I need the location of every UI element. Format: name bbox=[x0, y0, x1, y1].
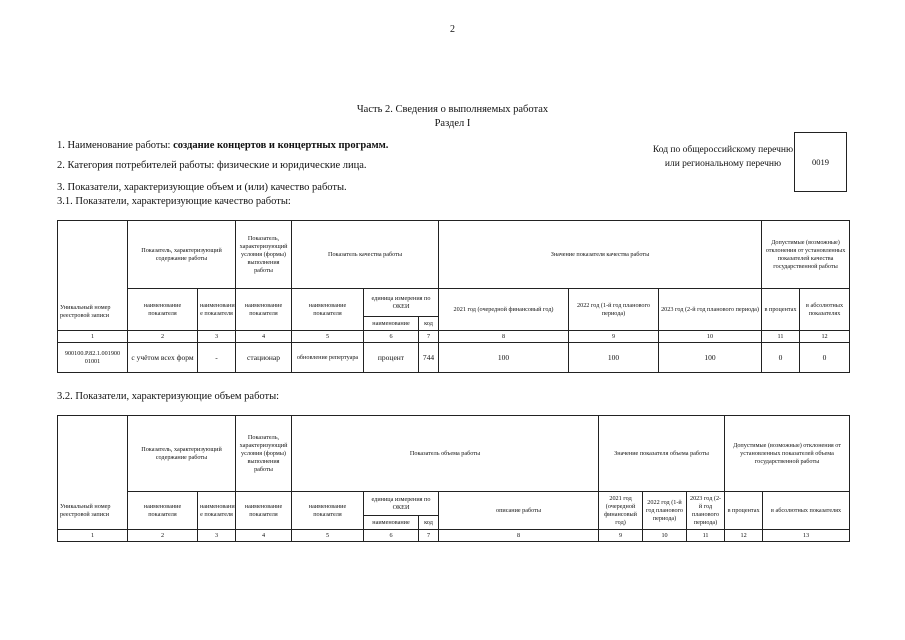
content2-name-header: наименовани е показателя bbox=[198, 492, 236, 530]
column-number: 7 bbox=[419, 530, 439, 542]
quality-data-row bbox=[58, 343, 850, 373]
condition-name-header: наименование показателя bbox=[236, 492, 292, 530]
unit-name-header: наименование bbox=[364, 317, 419, 331]
indicator-name-header: наименование показателя bbox=[292, 289, 364, 331]
column-number: 11 bbox=[687, 530, 725, 542]
year-2021-header: 2021 год (очередной финансовый год) bbox=[439, 289, 569, 331]
year-2022-header: 2022 год (1-й год планового периода) bbox=[643, 492, 687, 530]
column-number: 8 bbox=[439, 530, 599, 542]
indicator-name-header: наименование показателя bbox=[292, 492, 364, 530]
indicator-group-header: Показатель качества работы bbox=[292, 221, 439, 289]
year-2023-header: 2023 год (2-й год планового периода) bbox=[659, 289, 762, 331]
work-description-header: описание работы bbox=[439, 492, 599, 530]
indicators-heading: 3. Показатели, характеризующие объем и (или) качество работы. bbox=[57, 182, 347, 193]
deviations-group-header: Допустимые (возможные) отклонения от установленных показателей объема государственной работы bbox=[725, 416, 850, 492]
unit-okei-header: единица измерения по ОКЕИ bbox=[364, 492, 439, 516]
column-number: 4 bbox=[236, 331, 292, 343]
column-number: 9 bbox=[599, 530, 643, 542]
year-2022-header: 2022 год (1-й год планового периода) bbox=[569, 289, 659, 331]
content2-name-header: наименовани е показателя bbox=[198, 289, 236, 331]
column-number: 8 bbox=[439, 331, 569, 343]
percent-header: в процентах bbox=[725, 492, 763, 530]
value-2022-cell: 100 bbox=[569, 343, 659, 373]
column-number: 1 bbox=[58, 331, 128, 343]
registry-code-label: Код по общероссийскому перечню или региональному перечню bbox=[652, 145, 794, 169]
volume-table bbox=[57, 415, 850, 542]
quality-heading: 3.1. Показатели, характеризующие качество работы: bbox=[57, 196, 291, 207]
value-2023-cell: 100 bbox=[659, 343, 762, 373]
work-name-value: создание концертов и концертных программ. bbox=[173, 140, 389, 151]
column-number: 4 bbox=[236, 530, 292, 542]
values-group-header: Значение показателя качества работы bbox=[439, 221, 762, 289]
quality-table bbox=[57, 220, 850, 373]
content-group-header: Показатель, характеризующий содержание работы bbox=[128, 416, 236, 492]
unit-name-header: наименование bbox=[364, 516, 419, 530]
page-number: 2 bbox=[450, 24, 455, 35]
unit-code-cell: 744 bbox=[419, 343, 439, 373]
work-name-label: 1. Наименование работы: bbox=[57, 140, 171, 151]
part-title: Часть 2. Сведения о выполняемых работах bbox=[356, 104, 549, 115]
column-number: 3 bbox=[198, 530, 236, 542]
column-number: 9 bbox=[569, 331, 659, 343]
registry-code-value: 0019 bbox=[812, 157, 829, 167]
work-name-line bbox=[57, 140, 388, 151]
content2-cell: - bbox=[198, 343, 236, 373]
unit-code-header: код bbox=[419, 516, 439, 530]
unit-code-header: код bbox=[419, 317, 439, 331]
column-number: 10 bbox=[659, 331, 762, 343]
content1-name-header: наименование показателя bbox=[128, 289, 198, 331]
content-group-header: Показатель, характеризующий содержание работы bbox=[128, 221, 236, 289]
indicator-group-header: Показатель объема работы bbox=[292, 416, 599, 492]
column-number: 5 bbox=[292, 530, 364, 542]
volume-header-row-2 bbox=[58, 492, 850, 516]
volume-header-row-1 bbox=[58, 416, 850, 492]
indicator-name-cell: обновление репертуара bbox=[292, 343, 364, 373]
deviation-absolute-cell: 0 bbox=[800, 343, 850, 373]
section-title: Раздел I bbox=[434, 118, 471, 129]
column-number: 3 bbox=[198, 331, 236, 343]
unit-okei-header: единица измерения по ОКЕИ bbox=[364, 289, 439, 317]
column-number: 1 bbox=[58, 530, 128, 542]
conditions-group-header: Показатель, характеризующий условия (формы) выполнения работы bbox=[236, 221, 292, 289]
column-number: 2 bbox=[128, 331, 198, 343]
column-number: 10 bbox=[643, 530, 687, 542]
registry-code-box bbox=[794, 132, 847, 192]
unit-name-cell: процент bbox=[364, 343, 419, 373]
column-number: 7 bbox=[419, 331, 439, 343]
value-2021-cell: 100 bbox=[439, 343, 569, 373]
column-number: 2 bbox=[128, 530, 198, 542]
column-number: 12 bbox=[725, 530, 763, 542]
column-number: 11 bbox=[762, 331, 800, 343]
content1-cell: с учётом всех форм bbox=[128, 343, 198, 373]
column-number: 6 bbox=[364, 530, 419, 542]
absolute-header: в абсолютных показателях bbox=[800, 289, 850, 331]
volume-column-numbers bbox=[58, 530, 850, 542]
column-number: 12 bbox=[800, 331, 850, 343]
percent-header: в процентах bbox=[762, 289, 800, 331]
values-group-header: Значение показателя объема работы bbox=[599, 416, 725, 492]
quality-header-row-2 bbox=[58, 289, 850, 317]
condition-cell: стационар bbox=[236, 343, 292, 373]
consumer-category: 2. Категория потребителей работы: физические и юридические лица. bbox=[57, 160, 367, 171]
column-number: 13 bbox=[763, 530, 850, 542]
deviation-percent-cell: 0 bbox=[762, 343, 800, 373]
column-number: 5 bbox=[292, 331, 364, 343]
quality-header-row-1 bbox=[58, 221, 850, 289]
year-2021-header: 2021 год (очередной финансовый год) bbox=[599, 492, 643, 530]
absolute-header: в абсолютных показателях bbox=[763, 492, 850, 530]
deviations-group-header: Допустимые (возможные) отклонения от установленных показателей качества государственной работы bbox=[762, 221, 850, 289]
condition-name-header: наименование показателя bbox=[236, 289, 292, 331]
year-2023-header: 2023 год (2-й год планового периода) bbox=[687, 492, 725, 530]
content1-name-header: наименование показателя bbox=[128, 492, 198, 530]
unique-number-header: Уникальный номер реестровой записи bbox=[58, 416, 128, 530]
volume-heading: 3.2. Показатели, характеризующие объем работы: bbox=[57, 391, 280, 402]
unique-number-header: Уникальный номер реестровой записи bbox=[58, 221, 128, 331]
quality-column-numbers bbox=[58, 331, 850, 343]
registry-cell: 900100.Р.82.1.001900 01001 bbox=[58, 343, 128, 373]
conditions-group-header: Показатель, характеризующий условия (формы) выполнения работы bbox=[236, 416, 292, 492]
column-number: 6 bbox=[364, 331, 419, 343]
